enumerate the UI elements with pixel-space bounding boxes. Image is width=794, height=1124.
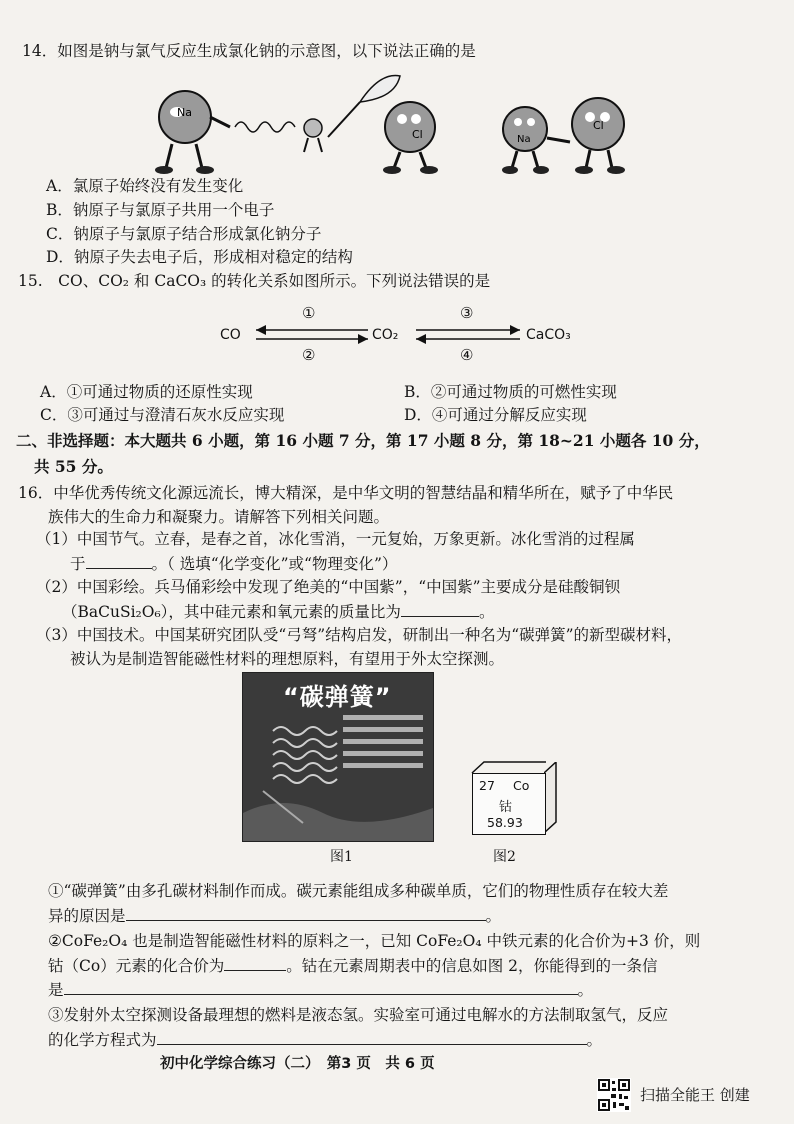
q16-s2c-pre: 是 [48, 981, 64, 999]
q16-p1-line1: （1）中国节气。立春，是春之首，冰化雪消，一元复始，万象更新。冰化雪消的过程属 [36, 530, 635, 548]
q15-option-a: A．①可通过物质的还原性实现 [40, 383, 253, 401]
answer-blank-2[interactable] [401, 600, 479, 617]
q16-s1-line2 [48, 904, 501, 927]
figure-1-carbon-spring [242, 672, 434, 842]
qr-code-icon [597, 1078, 631, 1112]
q15-stem: 15. CO、CO₂ 和 CaCO₃ 的转化关系如图所示。下列说法错误的是 [18, 272, 491, 290]
figure-1-title: “碳弹簧” [283, 683, 392, 711]
q16-s2-line3 [48, 978, 593, 1001]
answer-blank-5[interactable] [64, 978, 578, 995]
q16-s3-pre: 的化学方程式为 [48, 1031, 157, 1049]
answer-blank-3[interactable] [126, 904, 486, 921]
q16-p2-line1: （2）中国彩绘。兵马俑彩绘中发现了绝美的“中国紫”，“中国紫”主要成分是硅酸铜钡 [36, 578, 621, 596]
q16-s3-line2 [48, 1028, 602, 1051]
q16-s2-line1: ②CoFe₂O₄ 也是制造智能磁性材料的原料之一，已知 CoFe₂O₄ 中铁元素的化合价为+3 价，则 [48, 932, 701, 950]
q16-p3-line2: 被认为是制造智能磁性材料的理想原料，有望用于外太空探测。 [70, 650, 505, 668]
q14-option-c: C．钠原子与氯原子结合形成氯化钠分子 [46, 225, 322, 243]
q16-s2-line2 [48, 954, 658, 977]
q16-intro-1: 16．中华优秀传统文化源远流长，博大精深，是中华文明的智慧结晶和精华所在，赋予了中华民 [18, 484, 674, 502]
q16-p2-post: 。 [478, 603, 495, 621]
illus-label-na2: Na [517, 134, 531, 145]
element-mass: 58.93 [487, 815, 523, 830]
conversion-diagram [220, 300, 590, 372]
electron-figure [304, 119, 322, 152]
cl-atom-middle [383, 102, 438, 174]
element-cell-cobalt [472, 773, 546, 835]
diagram-mark-1: ① [302, 304, 316, 322]
answer-blank-4[interactable] [224, 954, 286, 971]
net-handle [328, 102, 360, 137]
sodium-chlorine-illustration [150, 72, 650, 180]
element-atomic-number: 27 [479, 778, 495, 793]
q15-option-d: D．④可通过分解反应实现 [404, 406, 587, 424]
diagram-mark-3: ③ [460, 304, 474, 322]
q16-p3-line1: （3）中国技术。中国某研究团队受“弓弩”结构启发，研制出一种名为“碳弹簧”的新型碳材料， [36, 626, 683, 644]
diagram-co: CO [220, 327, 241, 343]
q16-s3-line1: ③发射外太空探测设备最理想的燃料是液态氢。实验室可通过电解水的方法制取氢气，反应 [48, 1006, 669, 1024]
figure-1-caption-lines [343, 715, 423, 775]
q16-p2-pre: （BaCuSi₂O₆），其中硅元素和氧元素的质量比为 [62, 603, 401, 621]
q16-s1-pre: 异的原因是 [48, 907, 126, 925]
cl-ion-right [572, 98, 625, 174]
scanner-watermark: 扫描全能王 创建 [640, 1086, 750, 1104]
element-symbol: Co [513, 778, 530, 793]
q16-s1-post: 。 [485, 907, 502, 925]
q16-p1-post: 。（ 选填“化学变化”或“物理变化”） [151, 555, 398, 573]
q14-stem: 14．如图是钠与氯气反应生成氯化钠的示意图，以下说法正确的是 [22, 42, 476, 60]
na-atom-left [155, 91, 230, 174]
page-footer: 初中化学综合练习（二） 第3 页 共 6 页 [160, 1056, 435, 1072]
q16-p2-line2 [62, 600, 494, 623]
q16-s2-pre: 钴（Co）元素的化合价为 [48, 957, 225, 975]
diagram-mark-2: ② [302, 346, 316, 364]
diagram-mark-4: ④ [460, 346, 474, 364]
illus-label-cl2: Cl [593, 119, 604, 132]
q14-option-b: B．钠原子与氯原子共用一个电子 [46, 201, 275, 219]
q16-p1-pre: 于 [70, 555, 86, 573]
element-cell-3d-side [544, 762, 558, 834]
q16-intro-2: 族伟大的生命力和凝聚力。请解答下列相关问题。 [48, 508, 390, 526]
net [360, 76, 400, 102]
element-name: 钴 [499, 800, 513, 815]
q16-p1-line2 [70, 552, 397, 575]
q14-option-a: A．氯原子始终没有发生变化 [46, 177, 244, 195]
diagram-caco3: CaCO₃ [526, 327, 571, 343]
q15-option-c: C．③可通过与澄清石灰水反应实现 [40, 406, 285, 424]
answer-blank-6[interactable] [157, 1028, 587, 1045]
q15-option-b: B．②可通过物质的可燃性实现 [404, 383, 617, 401]
section2-header-line2: 共 55 分。 [34, 457, 113, 476]
diagram-co2: CO₂ [372, 327, 399, 343]
section2-header-line1: 二、非选择题：本大题共 6 小题，第 16 小题 7 分，第 17 小题 8 分，第 18~21 小题各 10 分， [16, 431, 710, 450]
answer-blank-1[interactable] [86, 552, 152, 569]
spring-line [235, 122, 295, 132]
q16-s2c-post: 。 [577, 981, 594, 999]
q16-s2-post: 。钴在元素周期表中的信息如图 2，你能得到的一条信 [286, 957, 658, 975]
illus-label-na1: Na [177, 106, 192, 119]
illus-label-cl1: Cl [412, 128, 423, 141]
q16-s1-line1: ①“碳弹簧”由多孔碳材料制作而成。碳元素能组成多种碳单质，它们的物理性质存在较大差 [48, 882, 669, 900]
q14-option-d: D．钠原子失去电子后，形成相对稳定的结构 [46, 248, 353, 266]
figure-2-caption: 图2 [493, 849, 516, 865]
q16-s3-post: 。 [586, 1031, 603, 1049]
figure-1-caption: 图1 [330, 849, 353, 865]
holding-hands [547, 138, 570, 142]
